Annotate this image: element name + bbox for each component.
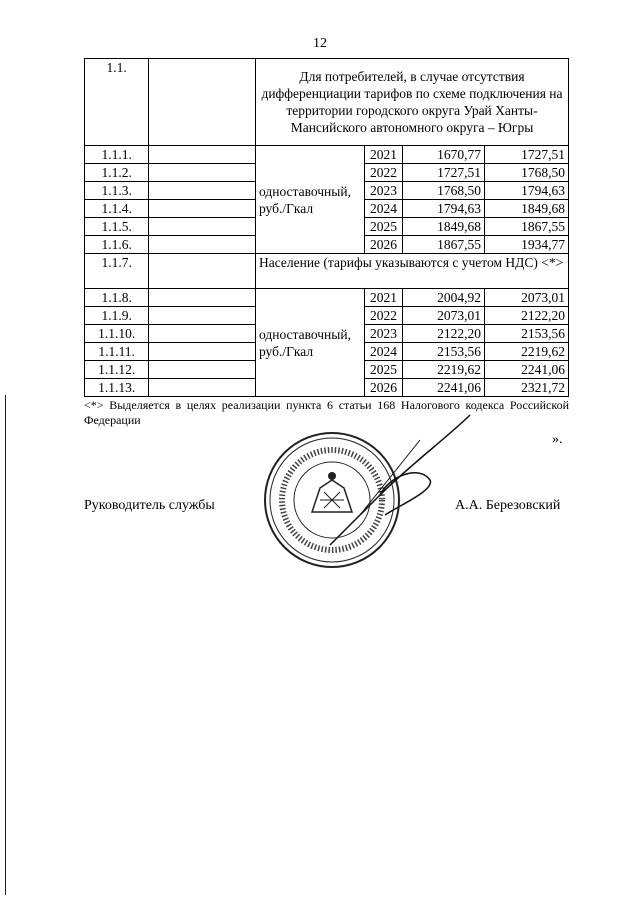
year-cell: 2026 [364,236,402,254]
section-title: Население (тарифы указываются с учетом НДС) <*> [255,254,568,289]
scan-edge-line [5,395,6,895]
empty-cell [149,164,256,182]
page-number: 12 [313,36,327,51]
value-cell: 2241,06 [403,379,485,397]
year-cell: 2021 [364,289,402,307]
value-cell: 2321,72 [485,379,569,397]
empty-cell [149,379,256,397]
value-cell: 1867,55 [485,218,569,236]
value-cell: 2153,56 [403,343,485,361]
year-cell: 2025 [364,361,402,379]
row-number: 1.1.6. [85,236,149,254]
row-number: 1.1.3. [85,182,149,200]
row-number: 1.1.5. [85,218,149,236]
closing-quote: ». [552,432,563,447]
year-cell: 2024 [364,200,402,218]
value-cell: 2073,01 [403,307,485,325]
value-cell: 1867,55 [403,236,485,254]
footnote: <*> Выделяется в целях реализации пункта 6 статьи 168 Налогового кодекса Российской Федерации [84,398,569,427]
value-cell: 1768,50 [403,182,485,200]
empty-cell [149,59,256,146]
empty-cell [149,236,256,254]
signer-title: Руководитель службы [84,498,215,513]
value-cell: 1794,63 [485,182,569,200]
value-cell: 2073,01 [485,289,569,307]
year-cell: 2023 [364,325,402,343]
table-row [85,146,569,164]
value-cell: 1849,68 [485,200,569,218]
value-cell: 1794,63 [403,200,485,218]
row-number: 1.1.12. [85,361,149,379]
row-number: 1.1. [85,59,149,146]
value-cell: 1934,77 [485,236,569,254]
signer-name: А.А. Березовский [455,498,561,513]
empty-cell [149,307,256,325]
row-number: 1.1.2. [85,164,149,182]
value-cell: 1727,51 [403,164,485,182]
year-cell: 2022 [364,307,402,325]
empty-cell [149,182,256,200]
value-cell: 2004,92 [403,289,485,307]
handwritten-signature [300,405,480,555]
empty-cell [149,200,256,218]
value-cell: 1727,51 [485,146,569,164]
empty-cell [149,361,256,379]
year-cell: 2022 [364,164,402,182]
table-row [85,289,569,307]
row-number: 1.1.8. [85,289,149,307]
row-number: 1.1.7. [85,254,149,289]
empty-cell [149,218,256,236]
value-cell: 1768,50 [485,164,569,182]
row-number: 1.1.13. [85,379,149,397]
value-cell: 2241,06 [485,361,569,379]
empty-cell [149,289,256,307]
empty-cell [149,254,256,289]
value-cell: 2153,56 [485,325,569,343]
table-row [85,254,569,289]
row-number: 1.1.9. [85,307,149,325]
value-cell: 2219,62 [403,361,485,379]
empty-cell [149,146,256,164]
year-cell: 2023 [364,182,402,200]
row-number: 1.1.1. [85,146,149,164]
tariff-table [84,58,569,397]
row-number: 1.1.11. [85,343,149,361]
empty-cell [149,343,256,361]
section-title: Для потребителей, в случае отсутствия дифференциации тарифов по схеме подключения на территории городского округа Урай Ханты-Мансийского автономного округа – Югры [255,59,568,146]
year-cell: 2021 [364,146,402,164]
table-row [85,59,569,146]
row-number: 1.1.4. [85,200,149,218]
unit-cell: одноставочный, руб./Гкал [255,289,364,397]
year-cell: 2025 [364,218,402,236]
value-cell: 2122,20 [403,325,485,343]
value-cell: 1670,77 [403,146,485,164]
unit-cell: одноставочный, руб./Гкал [255,146,364,254]
year-cell: 2024 [364,343,402,361]
value-cell: 2122,20 [485,307,569,325]
value-cell: 1849,68 [403,218,485,236]
row-number: 1.1.10. [85,325,149,343]
year-cell: 2026 [364,379,402,397]
value-cell: 2219,62 [485,343,569,361]
empty-cell [149,325,256,343]
